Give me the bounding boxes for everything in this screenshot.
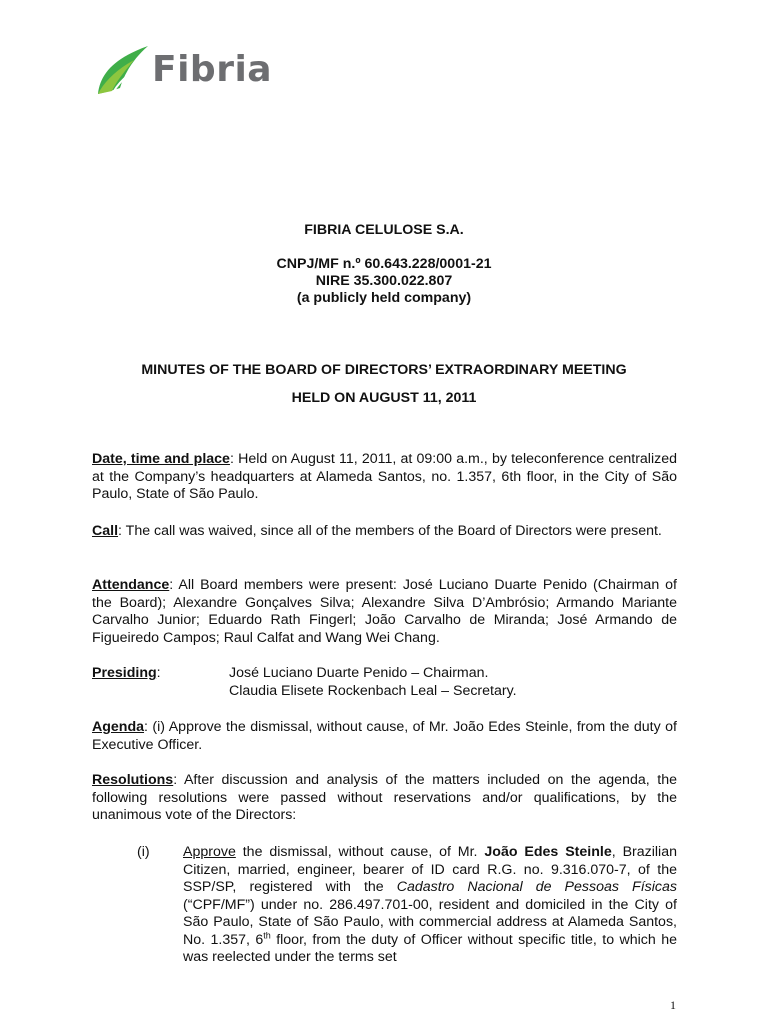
nire: NIRE 35.300.022.807 (315, 273, 453, 289)
item-body: Approve the dismissal, without cause, of Mr. João Edes Steinle, Brazilian Citizen, married, engineer, bearer of ID card R.G. no. 9.316.070-7, of the SSP/SP, registered with the Cadastro Nacional de Pessoas Físicas (“CPF/MF”) under no. 286.497.701-00, resident and domiciled in the City of São Paulo, State of São Paulo, with commercial address at Alameda Santos, No. 1.357, 6th floor, from the duty of Officer without specific title, to which he was reelected under the terms set (183, 844, 677, 965)
presiding-section: Presiding: José Luciano Duarte Penido – Chairman. Claudia Elisete Rockenbach Leal – Secretary. (92, 665, 517, 699)
chairman: José Luciano Duarte Penido – Chairman. (229, 665, 489, 681)
cnpj: CNPJ/MF n.º 60.643.228/0001-21 (276, 256, 492, 272)
doc-date: HELD ON AUGUST 11, 2011 (291, 390, 477, 406)
company-name: FIBRIA CELULOSE S.A. (304, 222, 464, 238)
resolutions-section: Resolutions: After discussion and analysis of the matters included on the agenda, the following resolutions were passed without reservations and/or qualifications, by the unanimous vote of the Directors: (92, 772, 677, 823)
section-label: Presiding (92, 665, 157, 681)
section-label: Call (92, 523, 119, 539)
leaf-icon (94, 44, 150, 96)
date-time-place: Date, time and place: Held on August 11, 2011, at 09:00 a.m., by teleconference centralized at the Company’s headquarters at Alameda Santos, no. 1.357, 6th floor, in the City of São Paulo, State of São Paulo. (92, 451, 677, 502)
secretary: Claudia Elisete Rockenbach Leal – Secretary. (229, 682, 517, 699)
agenda-section: Agenda: (i) Approve the dismissal, without cause, of Mr. João Edes Steinle, from the duty of Executive Officer. (92, 719, 677, 753)
resolution-item (137, 844, 677, 967)
section-label: Attendance (92, 577, 170, 593)
attendance-section: Attendance: All Board members were present: José Luciano Duarte Penido (Chairman of the Board); Alexandre Gonçalves Silva; Alexandre Silva D’Ambrósio; Armando Mariante Carvalho Junior; Eduardo Rath Fingerl; João Carvalho de Miranda; José Armando de Figueiredo Campos; Raul Calfat and Wang Wei Chang. (92, 577, 677, 646)
section-label: Agenda (92, 719, 145, 735)
page-number: 1 (670, 998, 676, 1012)
doc-title: MINUTES OF THE BOARD OF DIRECTORS’ EXTRAORDINARY MEETING (141, 362, 627, 378)
section-label: Resolutions (92, 772, 174, 788)
logo-text: Fibria (152, 49, 273, 90)
section-label: Date, time and place (92, 451, 230, 467)
company-type: (a publicly held company) (296, 290, 472, 306)
fibria-logo (94, 44, 272, 96)
call-section: Call: The call was waived, since all of the members of the Board of Directors were present. (92, 523, 662, 539)
item-number: (i) (137, 844, 150, 860)
